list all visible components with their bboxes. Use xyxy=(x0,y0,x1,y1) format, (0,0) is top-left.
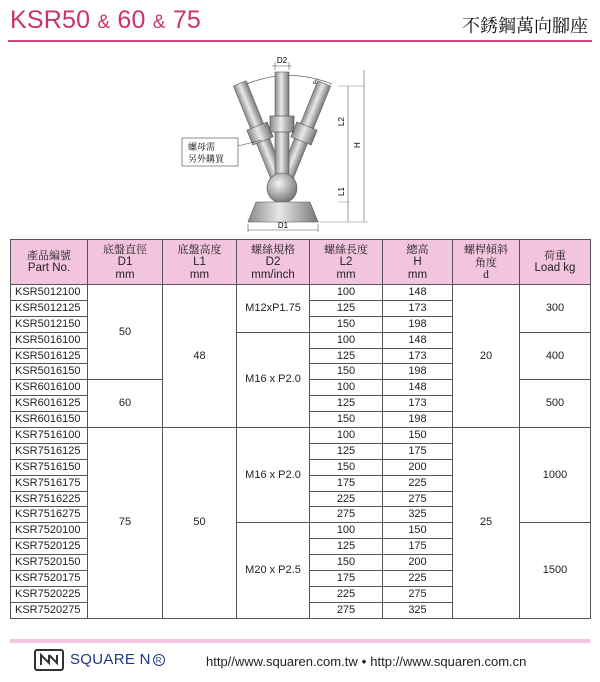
page-footer xyxy=(10,646,590,676)
cell-l2: 150 xyxy=(310,412,383,428)
col-d1: 底盤直徑 D1 mm xyxy=(88,240,163,285)
col-l2: 螺絲長度 L2 mm xyxy=(310,240,383,285)
cell-d2: M16 x P2.0 xyxy=(237,428,310,523)
cell-h: 173 xyxy=(383,348,453,364)
label-l1: L1 xyxy=(337,187,346,196)
title-part: & xyxy=(152,12,166,33)
cell-load: 500 xyxy=(520,380,591,428)
cell-l2: 150 xyxy=(310,364,383,380)
cell-h: 150 xyxy=(383,428,453,444)
cell-h: 173 xyxy=(383,396,453,412)
label-l2: L2 xyxy=(337,117,346,126)
footer-divider xyxy=(10,639,590,643)
cell-h: 225 xyxy=(383,475,453,491)
cell-l2: 125 xyxy=(310,396,383,412)
cell-part-no: KSR6016125 xyxy=(11,396,88,412)
cell-h: 325 xyxy=(383,507,453,523)
cell-part-no: KSR7516175 xyxy=(11,475,88,491)
col-d2: 螺絲規格 D2 mm/inch xyxy=(237,240,310,285)
col-part-no: 產品編號 Part No. xyxy=(11,240,88,285)
cell-h: 198 xyxy=(383,412,453,428)
title-part: KSR50 xyxy=(10,6,91,34)
cell-l2: 125 xyxy=(310,539,383,555)
cell-l2: 275 xyxy=(310,507,383,523)
cell-l2: 125 xyxy=(310,443,383,459)
cell-h: 175 xyxy=(383,443,453,459)
cell-h: 275 xyxy=(383,491,453,507)
cell-part-no: KSR7520175 xyxy=(11,571,88,587)
cell-l2: 150 xyxy=(310,316,383,332)
cell-h: 275 xyxy=(383,586,453,602)
cell-h: 198 xyxy=(383,316,453,332)
cell-part-no: KSR6016100 xyxy=(11,380,88,396)
cell-d2: M12xP1.75 xyxy=(237,285,310,333)
cell-d1: 60 xyxy=(88,380,163,428)
col-angle: 螺桿傾斜 角度 d xyxy=(453,240,520,285)
leveling-foot-diagram xyxy=(168,56,420,236)
base-pad xyxy=(248,202,318,222)
cell-l2: 175 xyxy=(310,571,383,587)
cell-l2: 125 xyxy=(310,348,383,364)
cell-part-no: KSR5012100 xyxy=(11,285,88,301)
table-row xyxy=(11,428,591,444)
cell-part-no: KSR7520100 xyxy=(11,523,88,539)
footer-links xyxy=(206,654,526,669)
cell-part-no: KSR7520125 xyxy=(11,539,88,555)
col-load: 荷重 Load kg xyxy=(520,240,591,285)
cell-h: 148 xyxy=(383,380,453,396)
callout-line2: 另外購買 xyxy=(188,155,225,165)
cell-h: 150 xyxy=(383,523,453,539)
cell-l2: 275 xyxy=(310,602,383,618)
cell-h: 198 xyxy=(383,364,453,380)
label-d2: D2 xyxy=(276,56,288,65)
label-d1: D1 xyxy=(277,221,289,230)
cell-d2: M16 x P2.0 xyxy=(237,332,310,427)
cell-h: 148 xyxy=(383,332,453,348)
ball-joint xyxy=(267,173,297,203)
cell-part-no: KSR7520150 xyxy=(11,555,88,571)
cell-part-no: KSR7516100 xyxy=(11,428,88,444)
cell-angle: 20 xyxy=(453,285,520,428)
cell-l2: 100 xyxy=(310,523,383,539)
registered-mark-icon: R xyxy=(153,654,165,666)
cell-part-no: KSR7520225 xyxy=(11,586,88,602)
cell-l1: 50 xyxy=(163,428,237,619)
website-link-cn[interactable]: http://www.squaren.com.cn xyxy=(370,654,527,669)
title-part: & xyxy=(97,12,111,33)
cell-l2: 175 xyxy=(310,475,383,491)
cell-h: 200 xyxy=(383,555,453,571)
cell-load: 1000 xyxy=(520,428,591,523)
cell-l2: 125 xyxy=(310,300,383,316)
cell-l2: 225 xyxy=(310,586,383,602)
cell-l1: 48 xyxy=(163,285,237,428)
cell-h: 173 xyxy=(383,300,453,316)
spec-table xyxy=(10,239,591,619)
cell-h: 175 xyxy=(383,539,453,555)
cell-part-no: KSR5012125 xyxy=(11,300,88,316)
cell-l2: 150 xyxy=(310,459,383,475)
page-header xyxy=(8,0,592,40)
link-separator: • xyxy=(361,654,367,669)
cell-part-no: KSR7516225 xyxy=(11,491,88,507)
cell-l2: 150 xyxy=(310,555,383,571)
cell-l2: 100 xyxy=(310,332,383,348)
title-part: 60 xyxy=(117,6,146,34)
center-nut xyxy=(270,116,294,132)
cell-h: 225 xyxy=(383,571,453,587)
cell-part-no: KSR7516275 xyxy=(11,507,88,523)
label-d: d xyxy=(313,78,317,86)
cell-h: 200 xyxy=(383,459,453,475)
header-divider xyxy=(8,40,592,42)
website-link-tw[interactable]: http//www.squaren.com.tw xyxy=(206,654,358,669)
callout-line1: 螺母需 xyxy=(188,143,216,153)
cell-l2: 100 xyxy=(310,380,383,396)
cell-part-no: KSR6016150 xyxy=(11,412,88,428)
brand-name: SQUARE N R xyxy=(70,651,165,668)
cell-load: 1500 xyxy=(520,523,591,618)
cell-load: 400 xyxy=(520,332,591,380)
product-subtitle: 不銹鋼萬向腳座 xyxy=(462,16,588,37)
table-row xyxy=(11,285,591,301)
cell-d1: 50 xyxy=(88,285,163,380)
title-part: 75 xyxy=(172,6,202,34)
label-h: H xyxy=(353,142,362,148)
cell-part-no: KSR5016150 xyxy=(11,364,88,380)
cell-l2: 225 xyxy=(310,491,383,507)
cell-part-no: KSR5016125 xyxy=(11,348,88,364)
cell-angle: 25 xyxy=(453,428,520,619)
cell-part-no: KSR5012150 xyxy=(11,316,88,332)
cell-h: 148 xyxy=(383,285,453,301)
product-title xyxy=(10,6,201,35)
cell-load: 300 xyxy=(520,285,591,333)
header-row xyxy=(11,240,591,285)
cell-part-no: KSR7516125 xyxy=(11,443,88,459)
cell-part-no: KSR7516150 xyxy=(11,459,88,475)
col-l1: 底盤高度 L1 mm xyxy=(163,240,237,285)
company-logo-icon xyxy=(34,649,64,671)
cell-d2: M20 x P2.5 xyxy=(237,523,310,618)
cell-d1: 75 xyxy=(88,428,163,619)
cell-part-no: KSR5016100 xyxy=(11,332,88,348)
cell-part-no: KSR7520275 xyxy=(11,602,88,618)
cell-h: 325 xyxy=(383,602,453,618)
cell-l2: 100 xyxy=(310,428,383,444)
col-h: 總高 H mm xyxy=(383,240,453,285)
cell-l2: 100 xyxy=(310,285,383,301)
